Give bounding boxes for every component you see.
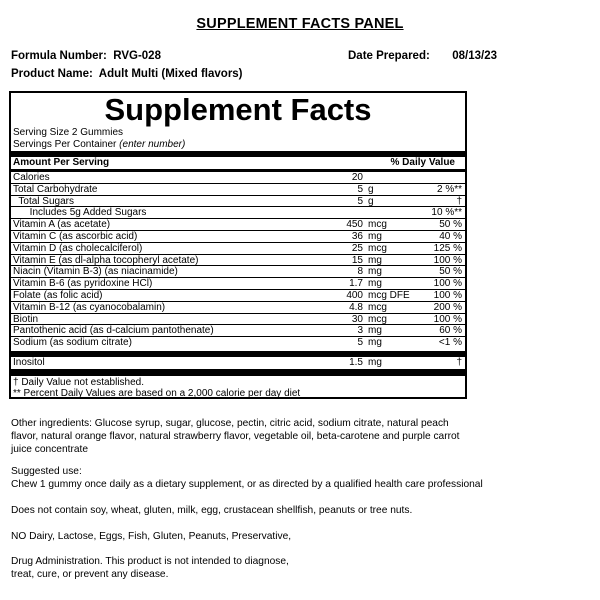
allergen-free-list: NO Dairy, Lactose, Eggs, Fish, Gluten, Peanuts, Preservative,: [11, 531, 292, 542]
nutrient-row: [11, 337, 465, 349]
servings-per-container: [13, 139, 185, 151]
nutrient-name: Inositol: [13, 357, 45, 368]
thick-divider-3: [11, 369, 465, 376]
nutrient-daily-value: 50 %: [439, 219, 462, 231]
page-title: SUPPLEMENT FACTS PANEL: [196, 16, 404, 32]
nutrient-unit: mcg: [368, 242, 387, 254]
nutrient-amount: 5: [357, 195, 363, 207]
allergen-statement: Does not contain soy, wheat, gluten, milk, egg, crustacean shellfish, peanuts or tree nuts.: [11, 505, 413, 516]
nutrient-daily-value: <1 %: [438, 337, 462, 349]
nutrient-daily-value: 60 %: [439, 325, 462, 337]
nutrient-daily-value: †: [456, 195, 462, 207]
nutrient-unit: mcg: [368, 219, 387, 231]
panel-title: Supplement Facts: [104, 92, 372, 127]
nutrient-name: Total Carbohydrate: [13, 183, 98, 195]
nutrient-daily-value: 2 %**: [436, 183, 462, 195]
nutrient-row: [11, 219, 465, 231]
servings-label: Servings Per Container: [13, 139, 117, 150]
nutrient-name: Total Sugars: [13, 195, 74, 207]
product-name: [11, 68, 243, 80]
nutrient-daily-value: †: [456, 357, 462, 368]
formula-number: [11, 50, 161, 62]
dv-header: % Daily Value: [390, 157, 455, 168]
nutrient-row: [11, 184, 465, 196]
nutrient-row: [11, 255, 465, 267]
nutrient-amount: 400: [346, 290, 363, 301]
product-label: Product Name:: [11, 68, 93, 80]
formula-value: RVG-028: [113, 50, 161, 62]
amount-header: Amount Per Serving: [13, 157, 110, 168]
nutrient-row: [11, 325, 465, 337]
supplement-facts-panel: [9, 91, 467, 399]
nutrient-row: [11, 290, 465, 302]
date-label: Date Prepared:: [348, 50, 430, 62]
nutrient-row: [11, 207, 465, 219]
nutrient-row: [11, 243, 465, 255]
nutrient-daily-value: 40 %: [439, 231, 462, 242]
nutrient-unit: mcg DFE: [368, 290, 410, 301]
nutrient-amount: 15: [351, 254, 363, 266]
nutrient-amount: 20: [351, 172, 363, 183]
nutrient-unit: mg: [368, 254, 382, 266]
product-value: Adult Multi (Mixed flavors): [98, 68, 243, 80]
ingredients-line-3: juice concentrate: [11, 444, 89, 455]
nutrient-unit: mcg: [368, 313, 387, 325]
nutrient-amount: 3: [357, 325, 363, 337]
nutrient-amount: 5: [357, 183, 363, 195]
nutrient-row: [11, 266, 465, 278]
servings-note: (enter number): [119, 139, 186, 150]
nutrient-amount: 450: [346, 219, 363, 231]
nutrient-unit: mg: [368, 337, 382, 349]
ingredients-line-2: flavor, natural orange flavor, natural strawberry flavor, vegetable oil, beta-carotene and purple carrot: [11, 431, 460, 442]
nutrient-name: Sodium (as sodium citrate): [13, 337, 132, 349]
nutrient-unit: mg: [368, 231, 382, 242]
table-header: [11, 157, 465, 169]
ingredients-line-1: Other ingredients: Glucose syrup, sugar, glucose, pectin, citric acid, sodium citrate, natural peach: [11, 418, 449, 429]
nutrient-unit: mcg: [368, 301, 387, 313]
nutrient-unit: mg: [368, 266, 382, 278]
nutrient-daily-value: 100 %: [433, 313, 462, 325]
nutrient-amount: 1.7: [349, 278, 363, 290]
nutrient-amount: 5: [357, 337, 363, 349]
nutrient-daily-value: 125 %: [433, 242, 462, 254]
nutrient-name: Includes 5g Added Sugars: [13, 207, 147, 219]
nutrient-row: [11, 278, 465, 290]
nutrient-name: Vitamin C (as ascorbic acid): [13, 231, 138, 242]
nutrient-unit: mg: [368, 278, 382, 290]
nutrient-amount: 36: [351, 231, 363, 242]
nutrient-name: Vitamin B-12 (as cyanocobalamin): [13, 301, 166, 313]
nutrient-name: Vitamin D (as cholecalciferol): [13, 242, 143, 254]
nutrient-row: [11, 302, 465, 314]
suggested-use-label: Suggested use:: [11, 466, 82, 477]
nutrient-row: [11, 172, 465, 184]
nutrient-unit: g: [368, 183, 374, 195]
nutrient-row: [11, 357, 465, 369]
suggested-use-text: Chew 1 gummy once daily as a dietary supplement, or as directed by a qualified health care professional: [11, 479, 483, 490]
nutrient-daily-value: 100 %: [433, 254, 462, 266]
nutrient-unit: mg: [368, 325, 382, 337]
nutrient-row: [11, 314, 465, 326]
nutrient-daily-value: 100 %: [433, 290, 462, 301]
nutrient-name: Niacin (Vitamin B-3) (as niacinamide): [13, 266, 178, 278]
nutrient-daily-value: 100 %: [433, 278, 462, 290]
nutrient-name: Vitamin B-6 (as pyridoxine HCl): [13, 278, 153, 290]
nutrient-name: Folate (as folic acid): [13, 290, 103, 301]
disclaimer-line-1: Drug Administration. This product is not intended to diagnose,: [11, 556, 289, 567]
nutrient-row: [11, 196, 465, 208]
nutrient-daily-value: 50 %: [439, 266, 462, 278]
nutrient-unit: mg: [368, 357, 382, 368]
nutrient-daily-value: 200 %: [433, 301, 462, 313]
nutrient-daily-value: 10 %**: [431, 207, 462, 219]
nutrient-name: Vitamin A (as acetate): [13, 219, 111, 231]
nutrient-name: Vitamin E (as dl-alpha tocopheryl acetate): [13, 254, 199, 266]
nutrient-amount: 4.8: [349, 301, 363, 313]
nutrient-amount: 1.5: [349, 357, 363, 368]
nutrient-amount: 25: [351, 242, 363, 254]
serving-size: Serving Size 2 Gummies: [13, 127, 124, 138]
disclaimer-line-2: treat, cure, or prevent any disease.: [11, 569, 169, 580]
footnote-dv: ** Percent Daily Values are based on a 2,000 calorie per day diet: [13, 388, 301, 399]
date-prepared: [348, 50, 497, 62]
nutrient-name: Pantothenic acid (as d-calcium pantothenate): [13, 325, 214, 337]
nutrient-name: Biotin: [13, 313, 39, 325]
nutrient-amount: 8: [357, 266, 363, 278]
nutrient-unit: g: [368, 195, 374, 207]
formula-label: Formula Number:: [11, 50, 107, 62]
date-value: 08/13/23: [452, 50, 497, 62]
nutrient-name: Calories: [13, 172, 50, 183]
nutrient-amount: 30: [351, 313, 363, 325]
nutrient-row: [11, 231, 465, 243]
footnote-dagger: † Daily Value not established.: [13, 377, 145, 388]
